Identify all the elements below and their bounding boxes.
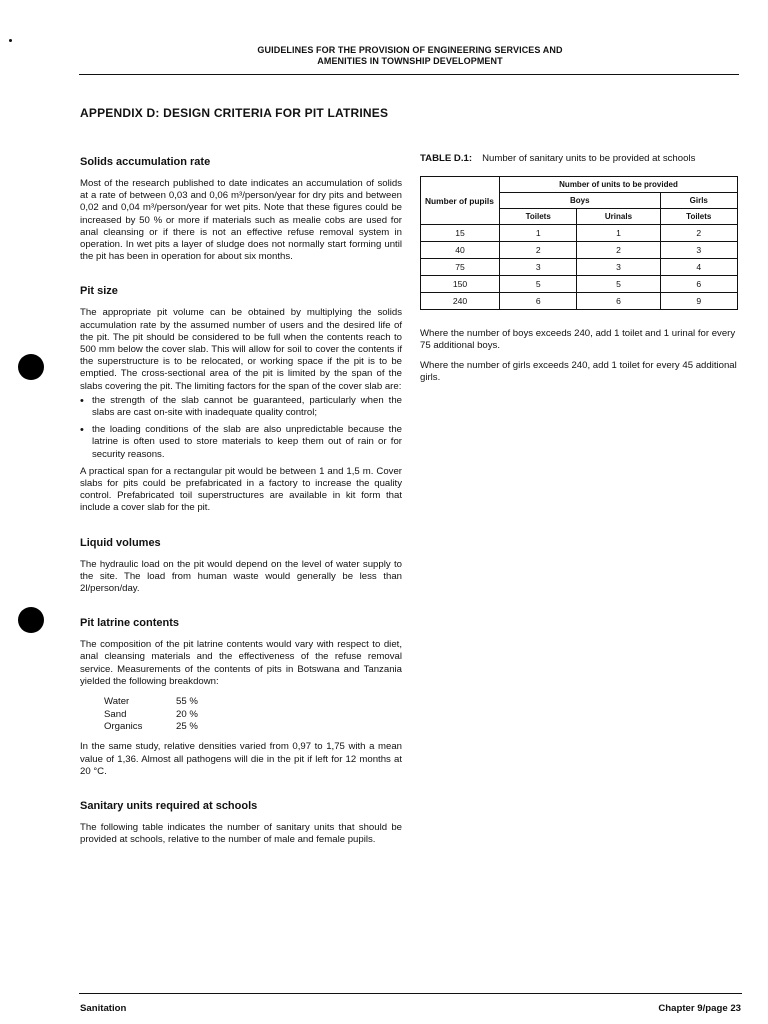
section-body: The appropriate pit volume can be obtained by multiplying the solids accumulation rate by the assumed number of users and the desired life of the pit. The pit should be considered to be full when the contents reach to 500 mm below the cover slab. This will allow for soil to cover the contents if the superstructure is to be relocated, or working space if the pit is to be emptied. The cross-sectional area of the pit is limited by the span of the slabs covering the pit. The limiting factors for the span of the cover slab are: bbox=[80, 307, 402, 392]
table-col-boys-urinals: Urinals bbox=[577, 209, 660, 225]
table-notes bbox=[420, 328, 740, 384]
composition-value: 25 % bbox=[176, 720, 198, 732]
composition-row bbox=[104, 721, 402, 733]
bullet-item: • the strength of the slab cannot be guaranteed, particularly when the slabs are cast on-site with inadequate quality control; bbox=[80, 395, 402, 419]
table-cell-pupils: 40 bbox=[421, 242, 500, 259]
table-group-girls: Girls bbox=[660, 193, 737, 209]
table-cell: 3 bbox=[660, 242, 737, 259]
table-cell: 5 bbox=[577, 276, 660, 293]
header-rule bbox=[79, 74, 739, 75]
table-cell-pupils: 15 bbox=[421, 225, 500, 242]
punch-hole-top bbox=[18, 354, 44, 380]
section-body: The following table indicates the number of sanitary units that should be provided at schools, relative to the number of male and female pupils. bbox=[80, 821, 402, 846]
bullet-list bbox=[80, 395, 402, 461]
table-cell: 5 bbox=[500, 276, 577, 293]
composition-list bbox=[104, 696, 402, 733]
speck-mark bbox=[9, 39, 12, 42]
section-heading: Pit size bbox=[80, 285, 118, 298]
composition-value: 20 % bbox=[176, 708, 198, 720]
table-cell: 2 bbox=[500, 242, 577, 259]
table-cell: 2 bbox=[577, 242, 660, 259]
composition-name: Organics bbox=[104, 720, 143, 732]
section-body: The hydraulic load on the pit would depend on the level of water supply to the site. The load from human waste would generally be less than 2l/person/day. bbox=[80, 558, 402, 595]
section-heading: Solids accumulation rate bbox=[80, 156, 211, 168]
table-cell: 1 bbox=[500, 225, 577, 242]
section-pit-size bbox=[80, 285, 402, 514]
section-body-continued: In the same study, relative densities varied from 0,97 to 1,75 with a mean value of 1,36. Almost all pathogens will die in the pit if left for 12 months at 20 °C. bbox=[80, 741, 402, 777]
running-header-line1: GUIDELINES FOR THE PROVISION OF ENGINEERING SERVICES AND bbox=[257, 45, 563, 55]
composition-row bbox=[104, 709, 402, 721]
table-col-boys-toilets: Toilets bbox=[500, 209, 577, 225]
footer-page-number: Chapter 9/page 23 bbox=[658, 1003, 741, 1014]
punch-hole-bottom bbox=[18, 607, 44, 633]
section-heading: Sanitary units required at schools bbox=[80, 799, 258, 812]
table-cell-pupils: 75 bbox=[421, 259, 500, 276]
table-cell: 6 bbox=[500, 293, 577, 310]
section-liquid-volumes bbox=[80, 537, 402, 596]
note-boys: Where the number of boys exceeds 240, add 1 toilet and 1 urinal for every 75 additional boys. bbox=[420, 328, 736, 352]
table-cell: 4 bbox=[660, 259, 737, 276]
bullet-item: • the loading conditions of the slab are also unpredictable because the latrine is often used to store materials to keep them out of rain or for security reasons. bbox=[80, 424, 402, 461]
table-row bbox=[421, 276, 738, 293]
table-cell: 6 bbox=[577, 293, 660, 310]
table-label: TABLE D.1: bbox=[420, 153, 473, 164]
table-row-header: Number of pupils bbox=[421, 177, 500, 225]
section-heading: Pit latrine contents bbox=[80, 617, 180, 630]
section-heading: Liquid volumes bbox=[80, 536, 161, 549]
running-header bbox=[150, 45, 670, 67]
table-row bbox=[421, 225, 738, 242]
running-header-line2: AMENITIES IN TOWNSHIP DEVELOPMENT bbox=[317, 56, 503, 66]
composition-name: Water bbox=[104, 696, 130, 708]
table-cell: 3 bbox=[500, 259, 577, 276]
appendix-title: APPENDIX D: DESIGN CRITERIA FOR PIT LATRINES bbox=[80, 106, 389, 120]
table-cell: 1 bbox=[577, 225, 660, 242]
section-body-continued: A practical span for a rectangular pit would be between 1 and 1,5 m. Cover slabs for pits could be prefabricated in a factory to increase the quality control. Prefabricated toil superstructures are available in kit form that include a cover slab for the pit. bbox=[80, 465, 402, 514]
section-body: Most of the research published to date indicates an accumulation of solids at a rate of between 0,03 and 0,06 m³/person/year for dry pits and between 0,02 and 0,04 m³/person/year for wet pits. Note that these figures could be increased by 50 % or more if materials such as mealie cobs are used for anal cleansing or if there is not an effective refuse removal system in operation. In wet pits a layer of sludge does not normally start forming until the pit has been in operation for about six months. bbox=[80, 178, 402, 263]
footer-rule bbox=[79, 993, 742, 994]
table-row bbox=[421, 242, 738, 259]
table-caption bbox=[420, 153, 740, 165]
section-pit-contents bbox=[80, 617, 402, 778]
table-col-girls-toilets: Toilets bbox=[660, 209, 737, 225]
table-row bbox=[421, 293, 738, 310]
table-cell-pupils: 150 bbox=[421, 276, 500, 293]
note-girls: Where the number of girls exceeds 240, add 1 toilet for every 45 additional girls. bbox=[420, 359, 737, 383]
composition-value: 55 % bbox=[176, 696, 198, 708]
right-column bbox=[420, 153, 740, 391]
table-cell: 9 bbox=[660, 293, 737, 310]
table-cell: 3 bbox=[577, 259, 660, 276]
section-solids bbox=[80, 156, 402, 263]
composition-row bbox=[104, 696, 402, 708]
left-column bbox=[80, 156, 402, 868]
table-main-header: Number of units to be provided bbox=[500, 177, 738, 193]
table-cell: 6 bbox=[660, 276, 737, 293]
sanitary-units-table bbox=[420, 176, 738, 310]
table-caption-text: Number of sanitary units to be provided at schools bbox=[482, 153, 696, 164]
table-group-boys: Boys bbox=[500, 193, 661, 209]
section-sanitary-units bbox=[80, 800, 402, 846]
footer-section-name: Sanitation bbox=[80, 1003, 127, 1014]
table-cell-pupils: 240 bbox=[421, 293, 500, 310]
table-cell: 2 bbox=[660, 225, 737, 242]
table-row bbox=[421, 259, 738, 276]
composition-name: Sand bbox=[104, 708, 127, 720]
section-body: The composition of the pit latrine contents would vary with respect to diet, anal cleansing materials and the effectiveness of the refuse removal service. Measurements of the contents of pits in Botswana and Tanzania yielded the following breakdown: bbox=[80, 639, 402, 687]
